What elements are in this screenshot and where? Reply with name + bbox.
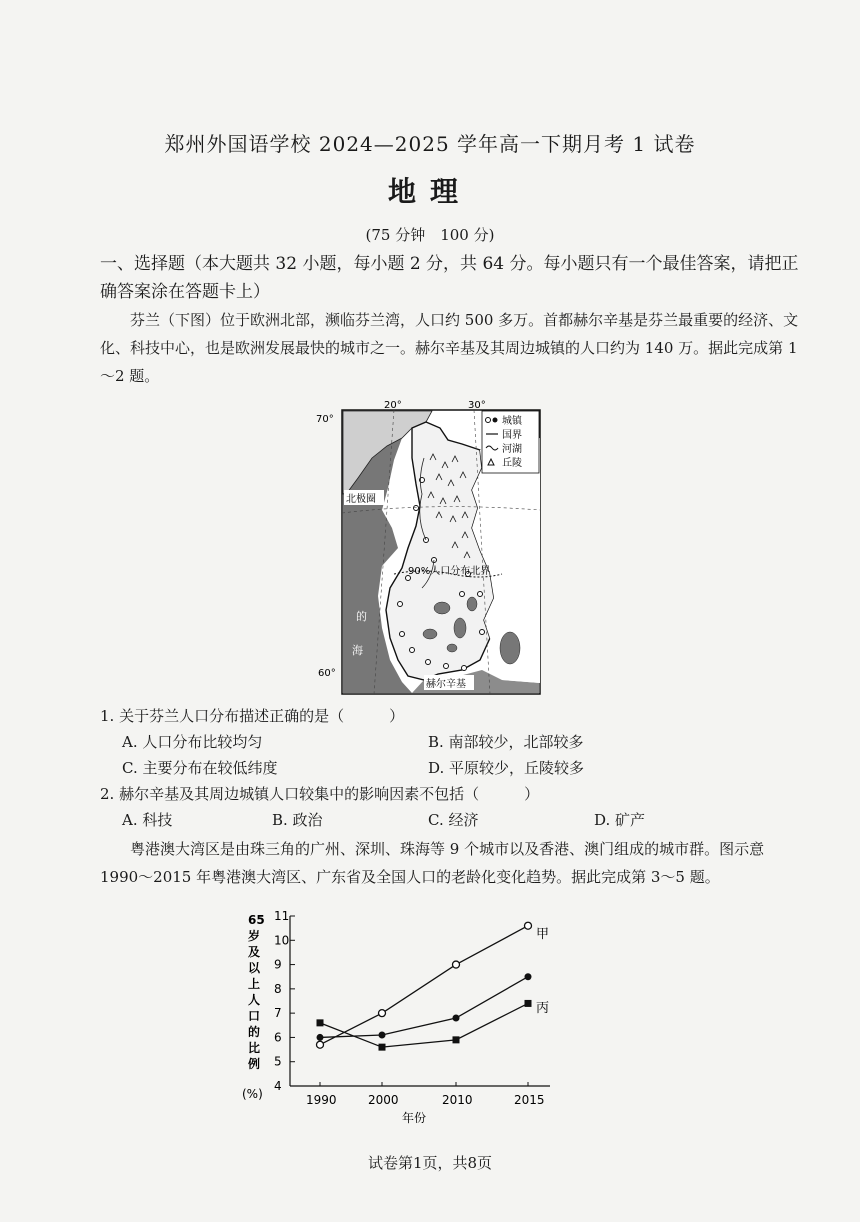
- x-tick-label: 1990: [306, 1093, 337, 1107]
- y-label-char: 口: [248, 1009, 261, 1023]
- lat-label-70: 70°: [316, 414, 334, 425]
- data-point-丙: [453, 1036, 460, 1043]
- subject-title: 地理: [387, 175, 472, 208]
- data-point-甲: [453, 961, 460, 968]
- question-2-option-c: C. 经济: [428, 811, 479, 829]
- y-axis-label: [248, 913, 265, 1071]
- y-label-char: 例: [248, 1057, 261, 1071]
- y-label-char: 人: [248, 993, 261, 1007]
- data-point-甲: [317, 1041, 324, 1048]
- data-point-乙: [525, 973, 532, 980]
- capital-label: 赫尔辛基: [426, 679, 466, 690]
- data-point-甲: [525, 922, 532, 929]
- legend-border: 国界: [502, 430, 522, 441]
- aging-line-chart: [230, 908, 590, 1128]
- y-tick-label: 8: [274, 981, 282, 996]
- section-heading: 一、选择题（本大题共 32 小题，每小题 2 分，共 64 分。每小题只有一个最佳答案，请把正确答案涂在答题卡上）: [100, 254, 799, 302]
- legend-hill: 丘陵: [502, 458, 522, 469]
- y-tick-label: 5: [274, 1054, 282, 1069]
- y-tick-label: 11: [274, 909, 290, 923]
- question-2-option-d: D. 矿产: [594, 811, 646, 829]
- data-point-丙: [525, 1000, 532, 1007]
- question-2-option-b: B. 政治: [272, 811, 323, 829]
- y-label-char: 岁: [248, 929, 261, 943]
- x-tick-label: 2015: [514, 1093, 545, 1107]
- data-point-乙: [317, 1034, 324, 1041]
- y-unit-label: (%): [242, 1087, 263, 1101]
- passage-finland: 芬兰（下图）位于欧洲北部，濒临芬兰湾，人口约 500 多万。首都赫尔辛基是芬兰最重要的经济、文化、科技中心，也是欧洲发展最快的城市之一。赫尔辛基及其周边城镇的人口约为 140 万。据此完成第 1～2 题。: [100, 311, 799, 385]
- y-label-char: 65: [248, 913, 265, 927]
- data-point-乙: [453, 1015, 460, 1022]
- y-label-char: 以: [248, 961, 261, 975]
- question-1-option-d: D. 平原较少，丘陵较多: [428, 759, 585, 777]
- y-tick-label: 10: [274, 933, 290, 948]
- lat-label-60: 60°: [318, 668, 336, 679]
- legend-river-lake: 河湖: [502, 444, 522, 455]
- question-1-option-b: B. 南部较少，北部较多: [428, 733, 584, 751]
- gulf-char-1: 波: [400, 523, 411, 536]
- x-tick-label: 2010: [442, 1093, 473, 1107]
- question-1-option-a: A. 人口分布比较均匀: [122, 733, 263, 751]
- exam-title: 郑州外国语学校 2024—2025 学年高一下期月考 1 试卷: [164, 132, 696, 156]
- finland-map: [312, 398, 552, 698]
- series-label-jia: 甲: [536, 927, 550, 942]
- gulf-char-2: 的: [356, 610, 367, 623]
- series-label-bing: 丙: [536, 1001, 550, 1016]
- y-tick-label: 9: [274, 957, 282, 972]
- x-tick-label: 2000: [368, 1093, 399, 1107]
- data-point-甲: [379, 1010, 386, 1017]
- population-line-label: 90%人口分布北界: [408, 566, 491, 577]
- data-point-丙: [379, 1044, 386, 1051]
- question-2-option-a: A. 科技: [122, 811, 173, 829]
- question-2-stem: 2. 赫尔辛基及其周边城镇人口较集中的影响因素不包括（ ）: [100, 785, 540, 803]
- series-lines: [320, 926, 528, 1047]
- passage-greater-bay: 粤港澳大湾区是由珠三角的广州、深圳、珠海等 9 个城市以及香港、澳门组成的城市群。图示意 1990～2015 年粤港澳大湾区、广东省及全国人口的老龄化变化趋势。据此完成第 3～5 题。: [100, 840, 765, 886]
- lon-label-20: 20°: [384, 400, 402, 411]
- x-axis-label: 年份: [402, 1111, 427, 1125]
- y-label-char: 的: [248, 1025, 261, 1039]
- arctic-circle-label: 北极圈: [346, 494, 376, 505]
- question-1-option-c: C. 主要分布在较低纬度: [122, 759, 278, 777]
- y-tick-label: 6: [274, 1030, 282, 1045]
- y-label-char: 上: [248, 977, 261, 991]
- page-footer: 试卷第1页，共8页: [367, 1154, 493, 1172]
- gulf-char-3: 海: [352, 644, 363, 657]
- y-label-char: 及: [248, 945, 261, 959]
- y-ticks: [274, 909, 295, 1093]
- lon-label-30: 30°: [468, 400, 486, 411]
- y-label-char: 比: [248, 1041, 261, 1055]
- legend-town: 城镇: [502, 416, 522, 427]
- series-line-甲: [320, 926, 528, 1045]
- map-legend: [482, 411, 539, 473]
- data-point-丙: [317, 1019, 324, 1026]
- question-1-stem: 1. 关于芬兰人口分布描述正确的是（ ）: [100, 707, 405, 725]
- data-point-乙: [379, 1032, 386, 1039]
- y-tick-label: 4: [274, 1079, 282, 1093]
- y-tick-label: 7: [274, 1006, 282, 1021]
- time-score: (75 分钟 100 分): [365, 226, 495, 244]
